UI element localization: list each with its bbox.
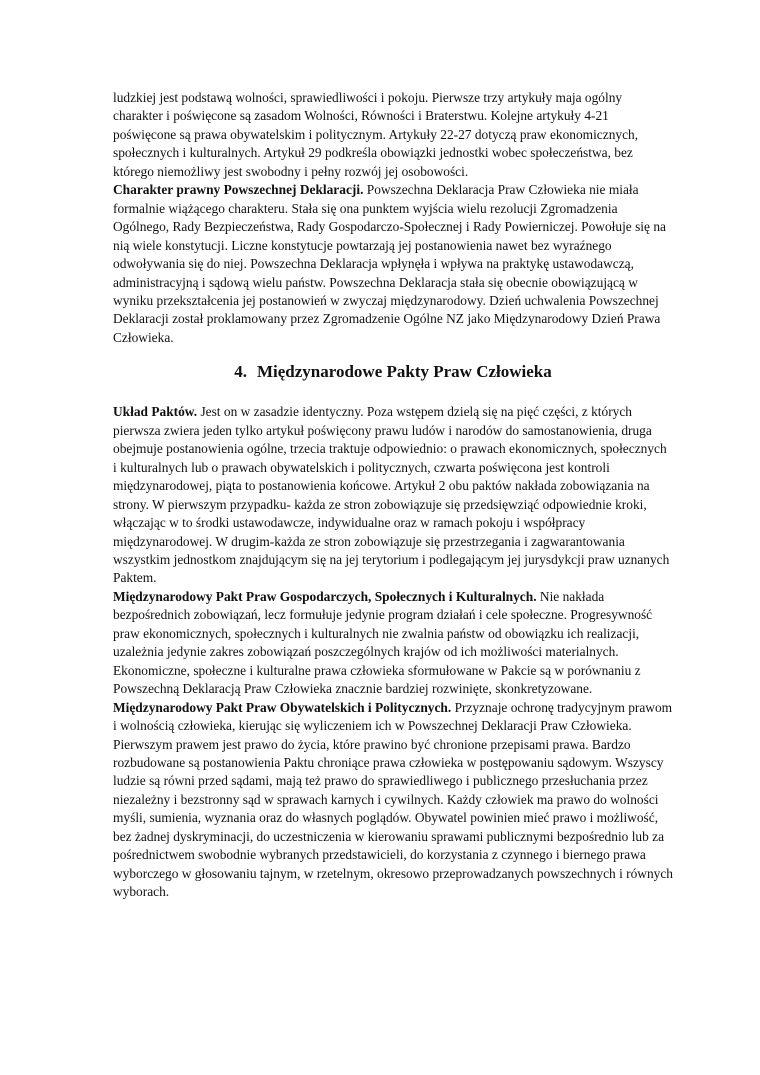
section-number: 4.	[234, 362, 247, 382]
section-title: Międzynarodowe Pakty Praw Człowieka	[256, 362, 552, 382]
covenants-structure-text: Jest on w zasadzie identyczny. Poza wstępem dzielą się na pięć części, z których pierwsza zwiera jeden tylko artykuł poświęcony prawu ludów i narodów do samostanowienia, druga obejmuje postanowienia ogólne, trzecia traktuje odpowiednio: o prawach ekonomicznych, społecznych i kulturalnych lub o prawach obywatelskich i politycznych, czwarta poświęcona jest kontroli międzynarodowej, piąta to postanowienia końcowe. Artykuł 2 obu paktów nakłada zobowiązania na strony. W pierwszym przypadku- każda ze stron zobowiązuje się przedsięwziąć odpowiednie kroki, włączając w to środki ustawodawcze, indywidualne oraz w ramach pokoju i współpracy międzynarodowej. W drugim-każda ze stron zobowiązuje się przestrzegania i zagwarantowania wszystkim jednostkom znajdującym się na jej terytorium i podlegającym jej jurysdykcji praw uznanych Paktem.	[113, 404, 670, 586]
economic-covenant-lead: Międzynarodowy Pakt Praw Gospodarczych, Społecznych i Kulturalnych.	[113, 588, 537, 604]
civil-covenant-text: Przyznaje ochronę tradycyjnym prawom i wolnością człowieka, kierując się wyliczeniem ich w Powszechnej Deklaracji Praw Człowieka. Pierwszym prawem jest prawo do życia, które prawino być chronione przepisami prawa. Bardzo rozbudowane są postanowienia Paktu chroniące prawa człowieka w postępowaniu sądowym. Wszyscy ludzie są równi przed sądami, mają też prawo do sprawiedliwego i publicznego przesłuchania przez niezależny i bezstronny sąd w sprawach karnych i cywilnych. Każdy człowiek ma prawo do wolności myśli, sumienia, wyznania oraz do własnych poglądów. Obywatel powinien mieć prawo i możliwość, bez żadnej dyskryminacji, do uczestniczenia w kierowaniu sprawami publicznymi bezpośrednio lub za pośrednictwem swobodnie wybranych przedstawicieli, do korzystania z czynnego i biernego prawa wyborczego w głosowaniu tajnym, w rzetelnym, okresowo przeprowadzanych powszechnych i równych wyborach.	[113, 699, 674, 900]
section-heading	[113, 361, 673, 383]
civil-covenant-paragraph	[113, 699, 673, 902]
civil-covenant-lead: Międzynarodowy Pakt Praw Obywatelskich i Politycznych.	[113, 699, 452, 715]
covenants-structure-paragraph	[113, 403, 673, 588]
document-body	[113, 89, 673, 902]
legal-character-text: Powszechna Deklaracja Praw Człowieka nie miała formalnie wiążącego charakteru. Stała się ona punktem wyjścia wielu rezolucji Zgromadzenia Ogólnego, Rady Bezpieczeństwa, Rady Gospodarczo-Społecznej i Rady Powierniczej. Powołuje się na nią wiele konstytucji. Liczne konstytucje powtarzają jej postanowienia nawet bez wyraźnego odwoływania się do niej. Powszechna Deklaracja wpłynęła i wpływa na praktykę ustawodawczą, administracyjną i sądową wielu państw. Powszechna Deklaracja stała się obecnie obowiązującą w wyniku przekształcenia jej postanowień w zwyczaj międzynarodowy. Dzień uchwalenia Powszechnej Deklaracji został proklamowany przez Zgromadzenie Ogólne NZ jako Międzynarodowy Dzień Prawa Człowieka.	[113, 182, 666, 345]
economic-covenant-text: Nie nakłada bezpośrednich zobowiązań, lecz formułuje jedynie program działań i cele społeczne. Progresywność praw ekonomicznych, społecznych i kulturalnych nie zwalnia państw od obowiązku ich realizacji, uzależnia jedynie zakres zobowiązań poszczególnych krajów od ich możliwości materialnych. Ekonomiczne, społeczne i kulturalne prawa człowieka sformułowane w Pakcie są w porównaniu z Powszechną Deklaracją Praw Człowieka znacznie bardziej rozwinięte, skonkretyzowane.	[113, 588, 653, 697]
intro-paragraph	[113, 89, 673, 181]
legal-character-paragraph	[113, 181, 673, 347]
economic-covenant-paragraph	[113, 588, 673, 699]
legal-character-lead: Charakter prawny Powszechnej Deklaracji.	[113, 182, 364, 198]
covenants-structure-lead: Układ Paktów.	[113, 404, 198, 420]
intro-paragraph-text: ludzkiej jest podstawą wolności, sprawiedliwości i pokoju. Pierwsze trzy artykuły maja ogólny charakter i poświęcone są zasadom Wolności, Równości i Braterstwu. Kolejne artykuły 4-21 poświęcone są prawa obywatelskim i politycznym. Artykuły 22-27 dotyczą praw ekonomicznych, społecznych i kulturalnych. Artykuł 29 podkreśla obowiązki jednostki wobec społeczeństwa, bez którego niemożliwy jest swobodny i pełny rozwój jej osobowości.	[113, 90, 639, 179]
